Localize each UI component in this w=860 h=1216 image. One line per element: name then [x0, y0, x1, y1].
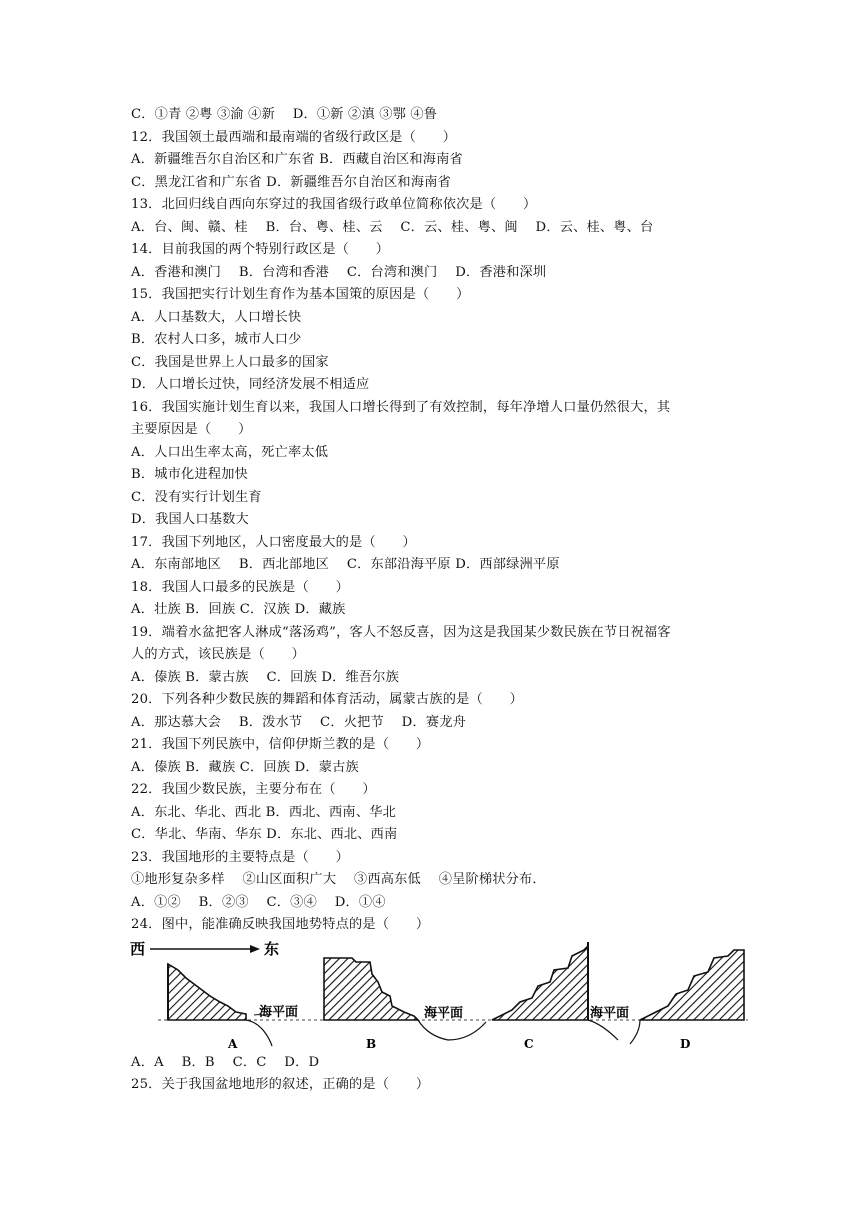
text-line: 25．关于我国盆地地形的叙述，正确的是（ ）	[131, 1077, 430, 1092]
text-line: B．农村人口多，城市人口少	[131, 332, 302, 347]
text-line: 14．目前我国的两个特别行政区是（ ）	[131, 242, 390, 257]
sea-level-label-c: 海平面	[590, 1006, 630, 1021]
text-line: A．那达慕大会 B．泼水节 C．火把节 D．赛龙舟	[131, 714, 466, 730]
text-line: 16．我国实施计划生育以来，我国人口增长得到了有效控制，每年净增人口量仍然很大，其	[131, 399, 671, 415]
text-line: 19．端着水盆把客人淋成“落汤鸡”，客人不怒反喜，因为这是我国某少数民族在节日祝福客	[131, 624, 671, 640]
text-line: B．城市化进程加快	[131, 467, 248, 482]
text-line: 18．我国人口最多的民族是（ ）	[131, 579, 349, 595]
terrain-profile-figure	[128, 940, 750, 1052]
text-line: 24．图中，能准确反映我国地势特点的是（ ）	[131, 917, 430, 932]
text-line: A．人口出生率太高，死亡率太低	[131, 444, 329, 460]
text-line: A．①② B．②③ C．③④ D．①④	[131, 894, 386, 910]
text-line: D．人口增长过快，同经济发展不相适应	[131, 377, 370, 392]
profile-label-a: A	[228, 1037, 238, 1051]
profile-c	[492, 942, 629, 1051]
text-line: D．我国人口基数大	[131, 512, 249, 527]
sea-level-label-a: 海平面	[259, 1005, 299, 1020]
text-line: C．①青 ②粤 ③渝 ④新 D．①新 ②滇 ③鄂 ④鲁	[131, 107, 438, 122]
text-line: 12．我国领土最西端和最南端的省级行政区是（ ）	[131, 129, 457, 145]
profile-label-c: C	[524, 1037, 534, 1051]
text-line: 22．我国少数民族，主要分布在（ ）	[131, 782, 376, 797]
text-line: A．傣族 B．蒙古族 C．回族 D．维吾尔族	[131, 669, 400, 685]
terrain-profile-diagram	[128, 940, 750, 1052]
text-line: A．东北、华北、西北 B．西北、西南、华北	[131, 804, 396, 820]
text-line: A．台、闽、赣、桂 B．台、粤、桂、云 C．云、桂、粤、闽 D．云、桂、粤、台	[131, 219, 654, 235]
text-line: A．香港和澳门 B．台湾和香港 C．台湾和澳门 D．香港和深圳	[131, 264, 547, 280]
text-line: A．A B．B C．C D．D	[131, 1055, 320, 1070]
arrow-head-icon	[250, 945, 260, 953]
profile-a	[168, 964, 298, 1051]
west-label: 西	[130, 940, 146, 958]
text-line: 15．我国把实行计划生育作为基本国策的原因是（ ）	[131, 287, 470, 302]
text-line: C．华北、华南、华东 D．东北、西北、西南	[131, 827, 398, 842]
text-line: A．东南部地区 B．西北部地区 C．东部沿海平原 D．西部绿洲平原	[131, 557, 560, 572]
profile-label-d: D	[680, 1037, 691, 1051]
text-line: A．傣族 B．藏族 C．回族 D．蒙古族	[131, 759, 359, 775]
text-line: ①地形复杂多样 ②山区面积广大 ③西高东低 ④呈阶梯状分布．	[131, 872, 546, 887]
text-line: 17．我国下列地区，人口密度最大的是（ ）	[131, 534, 416, 550]
text-line: 主要原因是（ ）	[131, 422, 252, 437]
text-line: C．黑龙江省和广东省 D．新疆维吾尔自治区和海南省	[131, 174, 451, 190]
text-line: A．壮族 B．回族 C．汉族 D．藏族	[131, 602, 346, 617]
profile-b	[324, 958, 486, 1051]
text-line: 20．下列各种少数民族的舞蹈和体育活动，属蒙古族的是（ ）	[131, 692, 524, 707]
text-line: 13．北回归线自西向东穿过的我国省级行政单位简称依次是（ ）	[131, 197, 537, 212]
text-line: 23．我国地形的主要特点是（ ）	[131, 849, 349, 865]
profile-d	[630, 950, 744, 1051]
sea-level-label-b: 海平面	[424, 1006, 464, 1021]
text-line: 21．我国下列民族中，信仰伊斯兰教的是（ ）	[131, 737, 430, 752]
east-label: 东	[264, 940, 280, 958]
profile-label-b: B	[366, 1037, 377, 1051]
text-line: C．我国是世界上人口最多的国家	[131, 354, 329, 370]
text-line: C．没有实行计划生育	[131, 489, 262, 505]
text-line: 人的方式，该民族是（ ）	[131, 647, 306, 662]
text-line: A．人口基数大，人口增长快	[131, 309, 302, 325]
text-line: A．新疆维吾尔自治区和广东省 B．西藏自治区和海南省	[131, 152, 463, 167]
